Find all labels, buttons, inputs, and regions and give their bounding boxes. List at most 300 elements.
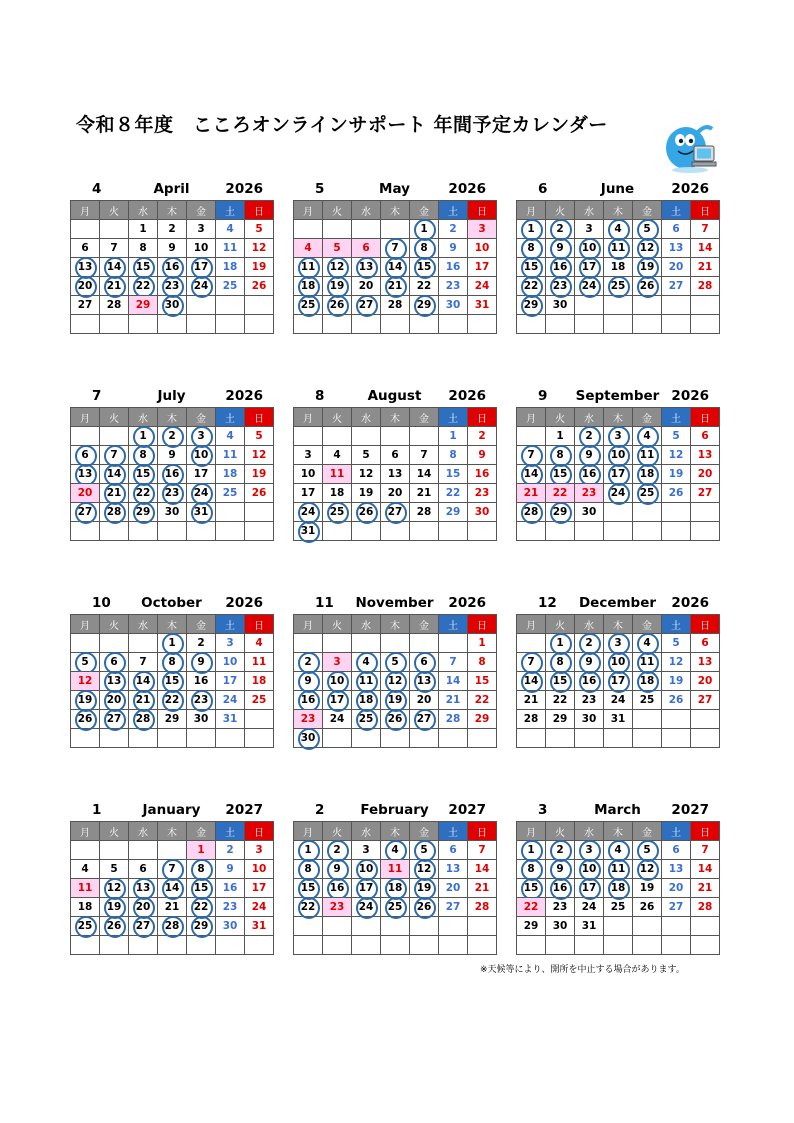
day-cell: 27 <box>71 296 100 315</box>
day-cell: 16 <box>546 879 575 898</box>
empty-cell <box>662 522 691 541</box>
month-name: September <box>575 388 660 404</box>
weekday-header: 日 <box>691 408 720 427</box>
day-cell: 4 <box>323 446 352 465</box>
day-cell: 17 <box>604 672 633 691</box>
day-cell: 16 <box>546 258 575 277</box>
empty-cell <box>381 729 410 748</box>
empty-cell <box>410 917 439 936</box>
empty-cell <box>245 503 274 522</box>
month-name: April <box>153 181 190 197</box>
day-cell: 27 <box>71 503 100 522</box>
weekday-header: 火 <box>546 822 575 841</box>
day-cell: 12 <box>245 239 274 258</box>
empty-cell <box>381 634 410 653</box>
month-grid <box>293 200 497 334</box>
empty-cell <box>100 729 129 748</box>
empty-cell <box>468 936 497 955</box>
day-cell: 22 <box>294 898 323 917</box>
weekday-header: 金 <box>410 822 439 841</box>
month-number: 6 <box>538 181 548 197</box>
month-year: 2026 <box>448 181 486 197</box>
day-cell: 5 <box>100 860 129 879</box>
day-cell: 16 <box>187 672 216 691</box>
month-name: February <box>360 802 429 818</box>
day-cell: 21 <box>691 879 720 898</box>
empty-cell <box>546 729 575 748</box>
day-cell: 2 <box>216 841 245 860</box>
day-cell: 23 <box>575 484 604 503</box>
empty-cell <box>352 634 381 653</box>
empty-cell <box>129 841 158 860</box>
day-cell: 3 <box>468 220 497 239</box>
weekday-header: 月 <box>71 615 100 634</box>
empty-cell <box>323 729 352 748</box>
day-cell: 4 <box>352 653 381 672</box>
weekday-header: 日 <box>691 201 720 220</box>
empty-cell <box>381 936 410 955</box>
empty-cell <box>662 729 691 748</box>
weekday-header: 土 <box>216 822 245 841</box>
day-cell: 16 <box>468 465 497 484</box>
day-cell: 25 <box>381 898 410 917</box>
day-cell: 1 <box>517 220 546 239</box>
day-cell: 25 <box>604 277 633 296</box>
day-cell: 17 <box>352 879 381 898</box>
empty-cell <box>129 936 158 955</box>
day-cell: 26 <box>410 898 439 917</box>
weekday-header: 日 <box>468 822 497 841</box>
empty-cell <box>439 522 468 541</box>
month-number: 7 <box>92 388 102 404</box>
empty-cell <box>691 522 720 541</box>
empty-cell <box>71 729 100 748</box>
empty-cell <box>294 315 323 334</box>
day-cell: 11 <box>216 446 245 465</box>
day-cell: 12 <box>662 446 691 465</box>
day-cell: 6 <box>71 239 100 258</box>
month-number: 10 <box>92 595 111 611</box>
day-cell: 10 <box>575 860 604 879</box>
month-number: 12 <box>538 595 557 611</box>
day-cell: 14 <box>100 465 129 484</box>
empty-cell <box>633 315 662 334</box>
day-cell: 27 <box>100 710 129 729</box>
day-cell: 12 <box>662 653 691 672</box>
day-cell: 1 <box>439 427 468 446</box>
empty-cell <box>468 729 497 748</box>
day-cell: 10 <box>604 446 633 465</box>
empty-cell <box>100 315 129 334</box>
day-cell: 25 <box>245 691 274 710</box>
empty-cell <box>71 315 100 334</box>
day-cell: 8 <box>129 239 158 258</box>
day-cell: 28 <box>691 898 720 917</box>
empty-cell <box>294 220 323 239</box>
day-cell: 3 <box>575 841 604 860</box>
day-cell: 3 <box>245 841 274 860</box>
empty-cell <box>439 634 468 653</box>
month-grid <box>293 821 497 955</box>
empty-cell <box>633 296 662 315</box>
month-header <box>293 799 496 821</box>
day-cell: 26 <box>662 484 691 503</box>
day-cell: 20 <box>662 879 691 898</box>
day-cell: 4 <box>216 427 245 446</box>
empty-cell <box>381 917 410 936</box>
empty-cell <box>410 634 439 653</box>
day-cell: 13 <box>691 446 720 465</box>
day-cell: 19 <box>245 258 274 277</box>
month-grid <box>293 407 497 541</box>
empty-cell <box>410 427 439 446</box>
day-cell: 12 <box>633 860 662 879</box>
weekday-header: 火 <box>100 822 129 841</box>
day-cell: 20 <box>381 484 410 503</box>
day-cell: 7 <box>100 446 129 465</box>
empty-cell <box>100 220 129 239</box>
day-cell: 22 <box>546 484 575 503</box>
day-cell: 18 <box>381 879 410 898</box>
day-cell: 19 <box>245 465 274 484</box>
day-cell: 24 <box>216 691 245 710</box>
day-cell: 19 <box>410 879 439 898</box>
day-cell: 29 <box>517 917 546 936</box>
empty-cell <box>352 315 381 334</box>
day-cell: 12 <box>71 672 100 691</box>
weekday-header: 土 <box>662 201 691 220</box>
day-cell: 29 <box>129 503 158 522</box>
weekday-header: 月 <box>71 201 100 220</box>
day-cell: 28 <box>517 710 546 729</box>
day-cell: 6 <box>381 446 410 465</box>
month-name: June <box>600 181 635 197</box>
empty-cell <box>468 315 497 334</box>
month-header <box>70 799 273 821</box>
day-cell: 15 <box>129 258 158 277</box>
day-cell: 20 <box>662 258 691 277</box>
day-cell: 15 <box>410 258 439 277</box>
weekday-header: 金 <box>187 408 216 427</box>
empty-cell <box>187 936 216 955</box>
month-header <box>293 592 496 614</box>
weekday-header: 土 <box>439 201 468 220</box>
weekday-header: 火 <box>323 615 352 634</box>
day-cell: 25 <box>216 277 245 296</box>
day-cell: 11 <box>245 653 274 672</box>
empty-cell <box>158 729 187 748</box>
day-cell: 21 <box>381 277 410 296</box>
empty-cell <box>294 427 323 446</box>
day-cell: 31 <box>216 710 245 729</box>
day-cell: 14 <box>691 860 720 879</box>
day-cell: 12 <box>100 879 129 898</box>
month-name: August <box>367 388 422 404</box>
month-year: 2026 <box>448 388 486 404</box>
day-cell: 10 <box>216 653 245 672</box>
day-cell: 15 <box>517 879 546 898</box>
day-cell: 8 <box>439 446 468 465</box>
weekday-header: 火 <box>546 201 575 220</box>
day-cell: 10 <box>245 860 274 879</box>
page-title: 令和８年度 こころオンラインサポート 年間予定カレンダー <box>76 114 608 136</box>
empty-cell <box>439 729 468 748</box>
day-cell: 24 <box>604 484 633 503</box>
month-year: 2026 <box>225 595 263 611</box>
day-cell: 16 <box>216 879 245 898</box>
month-number: 2 <box>315 802 325 818</box>
day-cell: 1 <box>158 634 187 653</box>
day-cell: 24 <box>323 710 352 729</box>
day-cell: 10 <box>187 239 216 258</box>
weekday-header: 水 <box>575 408 604 427</box>
empty-cell <box>245 522 274 541</box>
empty-cell <box>216 315 245 334</box>
day-cell: 10 <box>187 446 216 465</box>
day-cell: 3 <box>352 841 381 860</box>
day-cell: 4 <box>216 220 245 239</box>
day-cell: 6 <box>439 841 468 860</box>
day-cell: 16 <box>575 672 604 691</box>
empty-cell <box>691 710 720 729</box>
mascot-illustration <box>664 120 720 180</box>
day-cell: 17 <box>575 879 604 898</box>
weekday-header: 月 <box>71 822 100 841</box>
day-cell: 9 <box>546 860 575 879</box>
day-cell: 31 <box>187 503 216 522</box>
day-cell: 13 <box>662 860 691 879</box>
day-cell: 25 <box>323 503 352 522</box>
empty-cell <box>604 729 633 748</box>
day-cell: 24 <box>187 484 216 503</box>
weekday-header: 月 <box>294 408 323 427</box>
month-number: 11 <box>315 595 334 611</box>
empty-cell <box>633 503 662 522</box>
empty-cell <box>662 503 691 522</box>
day-cell: 12 <box>323 258 352 277</box>
weekday-header: 金 <box>633 615 662 634</box>
weekday-header: 水 <box>352 201 381 220</box>
empty-cell <box>517 729 546 748</box>
day-cell: 29 <box>546 503 575 522</box>
day-cell: 19 <box>633 258 662 277</box>
day-cell: 29 <box>546 710 575 729</box>
day-cell: 29 <box>158 710 187 729</box>
day-cell: 21 <box>100 277 129 296</box>
weekday-header: 日 <box>245 822 274 841</box>
day-cell: 23 <box>439 277 468 296</box>
day-cell: 26 <box>352 503 381 522</box>
day-cell: 17 <box>187 258 216 277</box>
day-cell: 17 <box>604 465 633 484</box>
empty-cell <box>517 936 546 955</box>
month-header <box>516 799 719 821</box>
day-cell: 6 <box>129 860 158 879</box>
day-cell: 15 <box>546 672 575 691</box>
weekday-header: 木 <box>158 408 187 427</box>
empty-cell <box>633 522 662 541</box>
day-cell: 8 <box>187 860 216 879</box>
day-cell: 20 <box>71 484 100 503</box>
day-cell: 29 <box>517 296 546 315</box>
weekday-header: 火 <box>323 201 352 220</box>
weekday-header: 日 <box>468 615 497 634</box>
month-header <box>516 178 719 200</box>
month-calendar <box>70 178 273 334</box>
day-cell: 17 <box>468 258 497 277</box>
weekday-header: 金 <box>410 408 439 427</box>
day-cell: 11 <box>604 860 633 879</box>
month-grid <box>70 200 274 334</box>
day-cell: 18 <box>604 879 633 898</box>
empty-cell <box>575 729 604 748</box>
day-cell: 5 <box>633 220 662 239</box>
empty-cell <box>691 917 720 936</box>
month-year: 2026 <box>448 595 486 611</box>
month-number: 4 <box>92 181 102 197</box>
day-cell: 22 <box>187 898 216 917</box>
day-cell: 12 <box>352 465 381 484</box>
day-cell: 6 <box>691 427 720 446</box>
day-cell: 29 <box>129 296 158 315</box>
empty-cell <box>245 296 274 315</box>
month-year: 2027 <box>448 802 486 818</box>
day-cell: 28 <box>439 710 468 729</box>
day-cell: 30 <box>158 503 187 522</box>
empty-cell <box>216 296 245 315</box>
day-cell: 4 <box>245 634 274 653</box>
month-number: 1 <box>92 802 102 818</box>
day-cell: 28 <box>100 296 129 315</box>
day-cell: 13 <box>381 465 410 484</box>
month-header <box>516 592 719 614</box>
day-cell: 14 <box>517 672 546 691</box>
day-cell: 7 <box>517 446 546 465</box>
empty-cell <box>575 936 604 955</box>
weekday-header: 木 <box>158 615 187 634</box>
day-cell: 3 <box>216 634 245 653</box>
empty-cell <box>71 841 100 860</box>
month-grid <box>516 200 720 334</box>
month-grid <box>293 614 497 748</box>
weekday-header: 水 <box>129 201 158 220</box>
day-cell: 25 <box>294 296 323 315</box>
day-cell: 21 <box>439 691 468 710</box>
day-cell: 7 <box>691 220 720 239</box>
day-cell: 17 <box>216 672 245 691</box>
day-cell: 6 <box>662 841 691 860</box>
day-cell: 21 <box>158 898 187 917</box>
day-cell: 3 <box>323 653 352 672</box>
day-cell: 4 <box>294 239 323 258</box>
empty-cell <box>517 522 546 541</box>
day-cell: 8 <box>294 860 323 879</box>
day-cell: 18 <box>604 258 633 277</box>
empty-cell <box>129 522 158 541</box>
day-cell: 31 <box>604 710 633 729</box>
day-cell: 13 <box>71 465 100 484</box>
day-cell: 27 <box>662 277 691 296</box>
day-cell: 17 <box>187 465 216 484</box>
weekday-header: 水 <box>129 615 158 634</box>
month-name: July <box>157 388 186 404</box>
day-cell: 7 <box>158 860 187 879</box>
empty-cell <box>662 936 691 955</box>
weekday-header: 木 <box>604 615 633 634</box>
day-cell: 2 <box>546 841 575 860</box>
weekday-header: 木 <box>604 822 633 841</box>
day-cell: 23 <box>546 898 575 917</box>
day-cell: 22 <box>129 484 158 503</box>
month-number: 8 <box>315 388 325 404</box>
day-cell: 1 <box>468 634 497 653</box>
day-cell: 10 <box>468 239 497 258</box>
day-cell: 3 <box>604 427 633 446</box>
empty-cell <box>517 315 546 334</box>
day-cell: 18 <box>294 277 323 296</box>
weekday-header: 金 <box>633 408 662 427</box>
empty-cell <box>381 427 410 446</box>
weekday-header: 金 <box>633 822 662 841</box>
month-header <box>516 385 719 407</box>
day-cell: 9 <box>575 446 604 465</box>
day-cell: 24 <box>468 277 497 296</box>
day-cell: 9 <box>158 446 187 465</box>
empty-cell <box>71 522 100 541</box>
day-cell: 13 <box>439 860 468 879</box>
empty-cell <box>158 841 187 860</box>
empty-cell <box>100 634 129 653</box>
day-cell: 27 <box>410 710 439 729</box>
day-cell: 30 <box>187 710 216 729</box>
day-cell: 27 <box>439 898 468 917</box>
empty-cell <box>352 427 381 446</box>
day-cell: 20 <box>100 691 129 710</box>
day-cell: 9 <box>216 860 245 879</box>
month-header <box>70 592 273 614</box>
empty-cell <box>216 522 245 541</box>
day-cell: 8 <box>517 860 546 879</box>
day-cell: 14 <box>439 672 468 691</box>
day-cell: 19 <box>381 691 410 710</box>
day-cell: 8 <box>158 653 187 672</box>
day-cell: 9 <box>158 239 187 258</box>
day-cell: 3 <box>187 220 216 239</box>
empty-cell <box>633 917 662 936</box>
empty-cell <box>633 729 662 748</box>
day-cell: 1 <box>294 841 323 860</box>
day-cell: 9 <box>439 239 468 258</box>
day-cell: 26 <box>245 277 274 296</box>
day-cell: 2 <box>439 220 468 239</box>
empty-cell <box>439 315 468 334</box>
month-name: March <box>594 802 641 818</box>
day-cell: 21 <box>691 258 720 277</box>
day-cell: 7 <box>410 446 439 465</box>
day-cell: 17 <box>575 258 604 277</box>
day-cell: 9 <box>468 446 497 465</box>
day-cell: 29 <box>439 503 468 522</box>
day-cell: 13 <box>352 258 381 277</box>
day-cell: 2 <box>323 841 352 860</box>
day-cell: 23 <box>187 691 216 710</box>
day-cell: 6 <box>100 653 129 672</box>
weekday-header: 水 <box>352 822 381 841</box>
empty-cell <box>100 427 129 446</box>
weekday-header: 火 <box>546 615 575 634</box>
empty-cell <box>604 522 633 541</box>
empty-cell <box>100 522 129 541</box>
